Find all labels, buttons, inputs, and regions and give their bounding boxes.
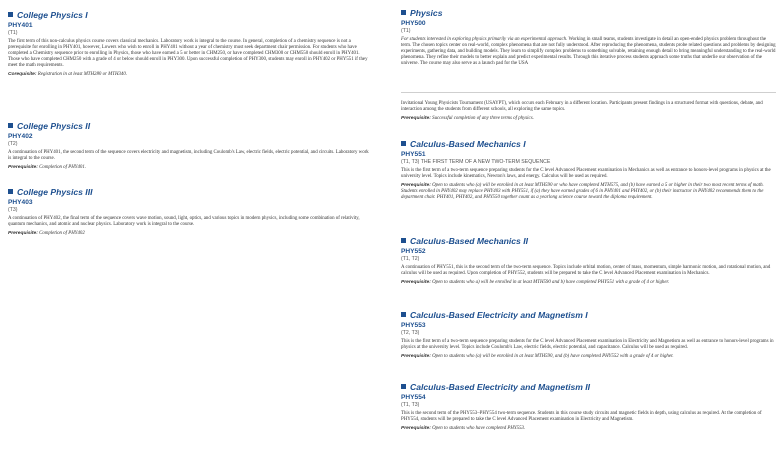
course-intro: For students interested in exploring physics primarily via an experimental approach. [401,37,568,42]
prereq-text: Registration in at least MTH280 or MTH340. [37,72,128,78]
course-phy401 [8,10,370,79]
course-phy554 [401,382,776,432]
course-term: (T1, T3) [401,402,420,408]
prereq-text: Successful completion of any three terms of physics. [432,116,534,122]
prereq-text: Open to students who (a) will be enrolled in at least MTH590 or who have completed MTH575, and (b) have earned a 5 or higher in their two most recent terms of math. Students enrolled in PHY402 may replace PHY403 with PHY551, if (a) they have earned grades of 6 in PHY401 and PHY402, or (b) their instructor in PHY402 recommends them to the department chair. PHY401, PHY402, and PHY550 together count as a yearlong science course toward the diploma requirement. [401,183,764,201]
course-title [401,382,776,392]
prereq-text: Completion of PHY402 [39,231,85,237]
course-title-text: Physics [410,8,443,18]
bullet-square-icon [401,238,406,243]
bullet-square-icon [8,189,13,194]
prereq-label: Prerequisite: [401,280,431,286]
course-term: (T1) [401,28,411,34]
course-title-text: Calculus-Based Mechanics II [410,236,528,246]
course-code: PHY403 [8,199,33,206]
course-prerequisite [401,116,776,122]
course-term: (T2, T3) [401,330,420,336]
course-code: PHY552 [401,248,426,255]
prereq-text: Open to students who (a) will be enrolled in at least MTH590, and (b) have completed PHY552 with a grade of 4 or higher. [432,354,674,360]
course-prerequisite [401,183,776,201]
course-description: A continuation of PHY551, this is the second term of the two-term sequence. Topics include orbital motion, center of mass, momentum, simple harmonic motion, and rotational motion, and calculus will be used as required. Upon completion of PHY552, students will be prepared to take the C level Advanced Placement examination in Mechanics. [401,265,771,277]
bullet-square-icon [401,10,406,15]
bullet-square-icon [401,384,406,389]
course-code: PHY500 [401,20,426,27]
course-prerequisite [8,72,370,78]
course-code: PHY402 [8,133,33,140]
course-title [8,187,370,197]
course-title [401,139,776,149]
prereq-label: Prerequisite: [401,426,431,432]
course-term: (T3) [8,207,18,213]
course-description: This is the first term of a two-term sequence preparing students for the C level Advanced Placement examination in Electricity and Magnetism as well as entrance to honors-level programs in physics at the university level. Topics include Coulomb's Law, electric fields, electric potential, and capacitance. Calculus will be used as required. [401,339,774,351]
course-prerequisite [401,280,776,286]
course-title [401,236,776,246]
bullet-square-icon [401,141,406,146]
prereq-label: Prerequisite: [8,231,38,237]
course-prerequisite [401,426,776,432]
prereq-text: Open to students who have completed PHY553. [432,426,526,432]
course-phy403 [8,187,370,237]
bullet-square-icon [401,312,406,317]
course-code: PHY551 [401,151,426,158]
course-description: A continuation of PHY402, the final term of the sequence covers wave motion, sound, light, optics, and various topics in modern physics, including some combination of relativity, quantum mechanics, and atomic and nuclear physics. Laboratory work is integral to the course. [8,216,360,228]
course-description: This is the second term of the PHY553–PHY554 two-term sequence. Students in this course study circuits and magnetic fields in depth, using calculus as required. At the completion of PHY554, students will be prepared to take the C level Advanced Placement examination in Electricity and Magnetism. [401,411,762,423]
course-code: PHY554 [401,394,426,401]
course-title-text: College Physics II [17,121,91,131]
course-title-text: Calculus-Based Mechanics I [410,139,526,149]
course-phy551 [401,139,776,201]
course-description [401,37,776,67]
course-term: (T1, T3) THE FIRST TERM OF A NEW TWO-TERM SEQUENCE [401,159,551,165]
course-description: The first term of this non-calculus physics course covers classical mechanics. Laboratory work is integral to the course. In general, completion of a chemistry sequence is not a prerequisite for enrolling in PHY401, however, Lowers who wish to enroll in PHY401 without a year of chemistry must seek department chair permission. For students who have completed a Chemistry sequence prior to enrolling in Physics, those who have earned a 5 or better in CHM250, or have completed CHM300 or CHM550 should enroll in PHY401. Those who have completed CHM250 with a grade of 4 or below should enroll in PHY300. Upon successful completion of PHY300, students may enroll in PHY402 or PHY551 if they meet the math requirements. [8,39,368,69]
course-description-continued: Invitational Young Physicists Tournament (USAYPT), which occurs each February in a different location. Participants present findings in a structured format with questions, debate, and interaction among the students from different schools, all exploring the same topics. [401,101,763,113]
course-code: PHY553 [401,322,426,329]
course-title [8,10,370,20]
page-break-divider [401,92,776,93]
prereq-label: Prerequisite: [401,116,431,122]
course-prerequisite [8,165,370,171]
prereq-label: Corequisite: [8,72,37,78]
course-description: This is the first term of a two-term sequence preparing students for the C level Advanced Placement examination in Mechanics as well as entrance to honors-level programs in physics at the university level. Topics include kinematics, Newton's laws, and energy. Calculus will be used as required. [401,168,771,180]
prereq-label: Prerequisite: [401,183,431,189]
course-phy500 [401,8,776,67]
bullet-square-icon [8,12,13,17]
prereq-text: Completion of PHY401. [39,165,87,171]
course-term: (T1, T2) [401,256,420,262]
course-prerequisite [8,231,370,237]
course-description-text: Working in small teams, students investigate in detail an open-ended physics problem throughout the term. The chosen topics center on real-world, complex phenomena that are not fully understood. After reproducing the phenomena, students probe related questions and problems by designing experiments, gathering data, and building models. They learn to simplify complex problems to something solvable, retaining enough detail to bring meaningful understanding to the real-world phenomena. They refine their models to better explain and predict experimental results. Through this iterative process students approach some truths that underlie our observation of the universe. The course may also serve as a launch pad for the USA [401,37,776,67]
course-title-text: Calculus-Based Electricity and Magnetism I [410,310,588,320]
course-phy552 [401,236,776,286]
course-description: A continuation of PHY401, the second term of the sequence covers electricity and magnetism, including Coulomb's Law, electric fields, electric potential, and circuits. Laboratory work is integral to the course. [8,150,369,162]
course-prerequisite [401,354,776,360]
course-title-text: College Physics III [17,187,93,197]
course-term: (T1) [8,30,18,36]
bullet-square-icon [8,123,13,128]
course-phy553 [401,310,776,360]
course-title-text: College Physics I [17,10,88,20]
prereq-label: Prerequisite: [401,354,431,360]
course-phy402 [8,121,370,171]
prereq-text: Open to students who a) will be enrolled in at least MTH590 and b) have completed PHY551 with a grade of 4 or higher. [432,280,670,286]
course-title [401,8,776,18]
course-title [8,121,370,131]
prereq-label: Prerequisite: [8,165,38,171]
course-title [401,310,776,320]
course-title-text: Calculus-Based Electricity and Magnetism II [410,382,591,392]
course-code: PHY401 [8,22,33,29]
course-phy500-continued [401,99,776,122]
course-term: (T2) [8,141,18,147]
